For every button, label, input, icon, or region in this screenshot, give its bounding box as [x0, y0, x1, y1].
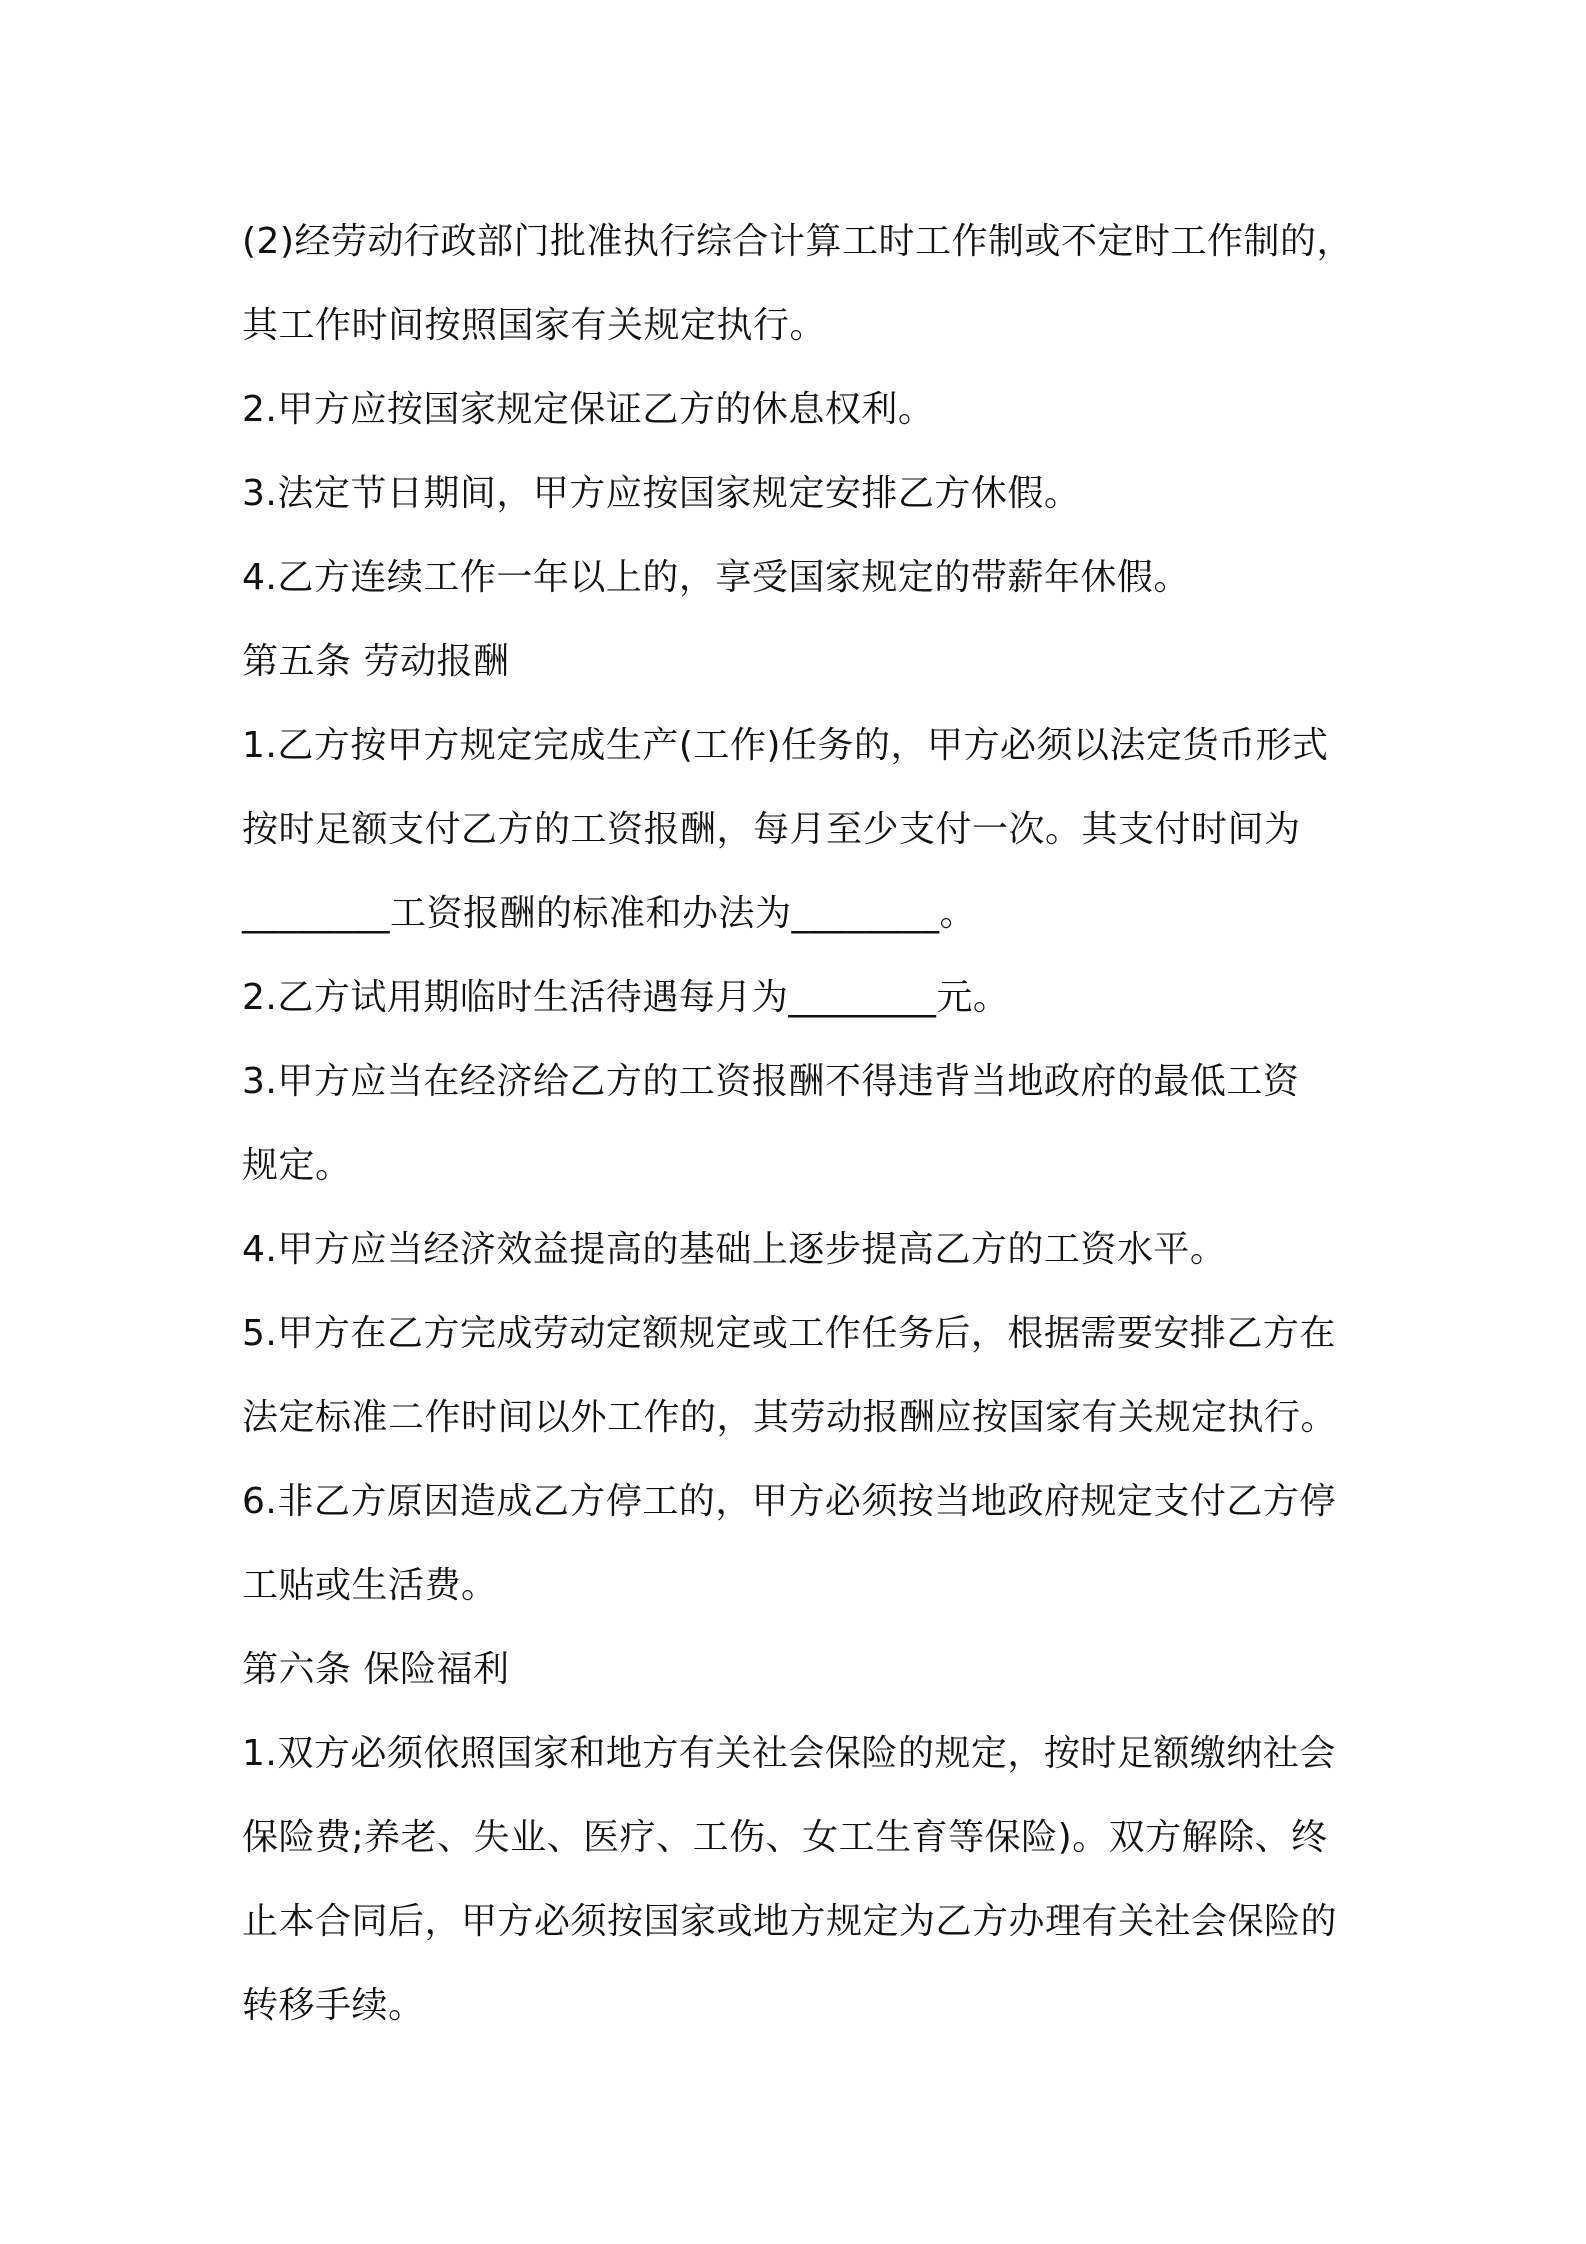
text-line: 法定标准二作时间以外工作的，其劳动报酬应按国家有关规定执行。 [242, 1397, 1338, 1438]
text-line: 止本合同后，甲方必须按国家或地方规定为乙方办理有关社会保险的 [242, 1901, 1338, 1942]
text-line: 6.非乙方原因造成乙方停工的，甲方必须按当地政府规定支付乙方停 [242, 1481, 1336, 1522]
section-heading: 第五条 劳动报酬 [242, 641, 510, 682]
text-line: ________工资报酬的标准和办法为________。 [242, 893, 977, 934]
text-line: 3.甲方应当在经济给乙方的工资报酬不得违背当地政府的最低工资 [242, 1061, 1300, 1102]
text-line: 规定。 [242, 1145, 352, 1186]
text-line: 工贴或生活费。 [242, 1565, 498, 1606]
text-line: 2.乙方试用期临时生活待遇每月为________元。 [242, 977, 1010, 1018]
section-heading: 第六条 保险福利 [242, 1649, 510, 1690]
text-line: 保险费;养老、失业、医疗、工伤、女工生育等保险)。双方解除、终 [242, 1817, 1328, 1858]
text-line: (2)经劳动行政部门批准执行综合计算工时工作制或不定时工作制的， [242, 221, 1353, 262]
text-line: 转移手续。 [242, 1985, 425, 2026]
text-line: 1.双方必须依照国家和地方有关社会保险的规定，按时足额缴纳社会 [242, 1733, 1336, 1774]
text-line: 1.乙方按甲方规定完成生产(工作)任务的，甲方必须以法定货币形式 [242, 725, 1329, 766]
text-line: 5.甲方在乙方完成劳动定额规定或工作任务后，根据需要安排乙方在 [242, 1313, 1336, 1354]
text-line: 4.乙方连续工作一年以上的，享受国家规定的带薪年休假。 [242, 557, 1190, 598]
text-line: 其工作时间按照国家有关规定执行。 [242, 305, 827, 346]
text-line: 按时足额支付乙方的工资报酬，每月至少支付一次。其支付时间为 [242, 809, 1301, 850]
document-body [242, 200, 1362, 2048]
text-line: 3.法定节日期间，甲方应按国家规定安排乙方休假。 [242, 473, 1081, 514]
text-line: 4.甲方应当经济效益提高的基础上逐步提高乙方的工资水平。 [242, 1229, 1227, 1270]
text-line: 2.甲方应按国家规定保证乙方的休息权利。 [242, 389, 935, 430]
